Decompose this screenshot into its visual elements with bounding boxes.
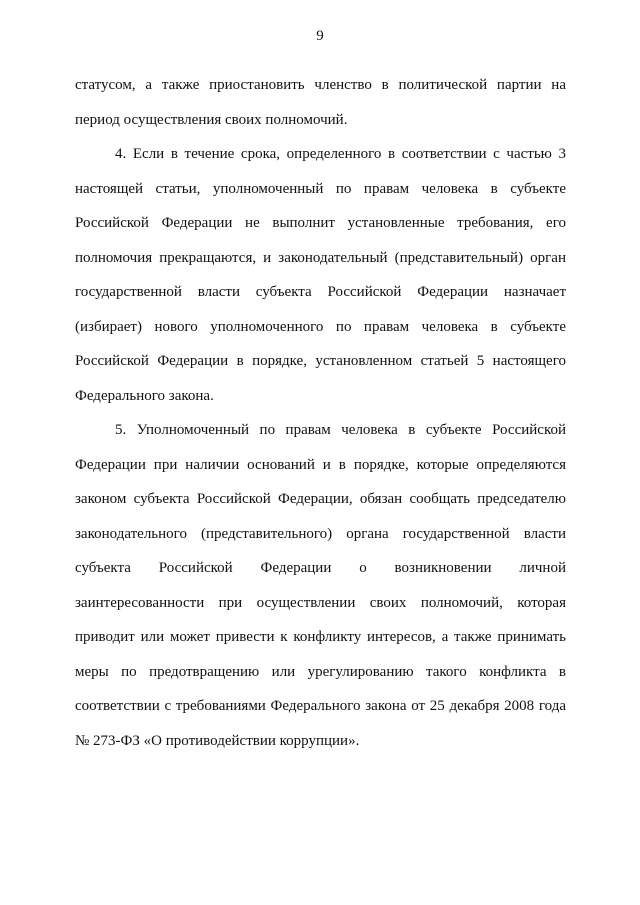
text-line: (избирает) нового уполномоченного по правам человека в субъекте: [75, 318, 566, 335]
text-line: 5. Уполномоченный по правам человека в субъекте Российской: [115, 422, 566, 438]
text-line: соответствии с требованиями Федерального закона от 25 декабря 2008 года: [75, 698, 566, 714]
page-number: 9: [316, 28, 324, 44]
text-line: Российской Федерации не выполнит установленные требования, его: [75, 215, 566, 231]
text-line: статусом, а также приостановить членство в политической партии на: [75, 77, 566, 93]
text-line: законодательного (представительного) органа государственной власти: [75, 525, 566, 542]
text-line: приводит или может привести к конфликту интересов, а также принимать: [75, 629, 566, 645]
paragraph-item-5: [75, 416, 566, 761]
text-line: заинтересованности при осуществлении своих полномочий, которая: [75, 594, 566, 611]
text-line: законом субъекта Российской Федерации, обязан сообщать председателю: [75, 491, 566, 507]
text-line: субъекта Российской Федерации о возникновении личной: [75, 560, 566, 576]
text-line: № 273-ФЗ «О противодействии коррупции».: [75, 732, 360, 749]
document-body: [75, 71, 566, 761]
text-line: государственной власти субъекта Российской Федерации назначает: [75, 284, 566, 300]
text-line: меры по предотвращению или урегулированию такого конфликта в: [75, 663, 566, 680]
text-line: полномочия прекращаются, и законодательный (представительный) орган: [75, 249, 566, 266]
text-line: Федерации при наличии оснований и в порядке, которые определяются: [75, 456, 566, 473]
text-line: Российской Федерации в порядке, установленном статьей 5 настоящего: [75, 353, 566, 369]
paragraph-item-4: [75, 140, 566, 416]
text-line: 4. Если в течение срока, определенного в соответствии с частью 3: [115, 146, 566, 162]
paragraph-continuation: [75, 71, 566, 140]
text-line: настоящей статьи, уполномоченный по правам человека в субъекте: [75, 180, 566, 197]
text-line: Федерального закона.: [75, 387, 214, 404]
text-line: период осуществления своих полномочий.: [75, 111, 348, 128]
